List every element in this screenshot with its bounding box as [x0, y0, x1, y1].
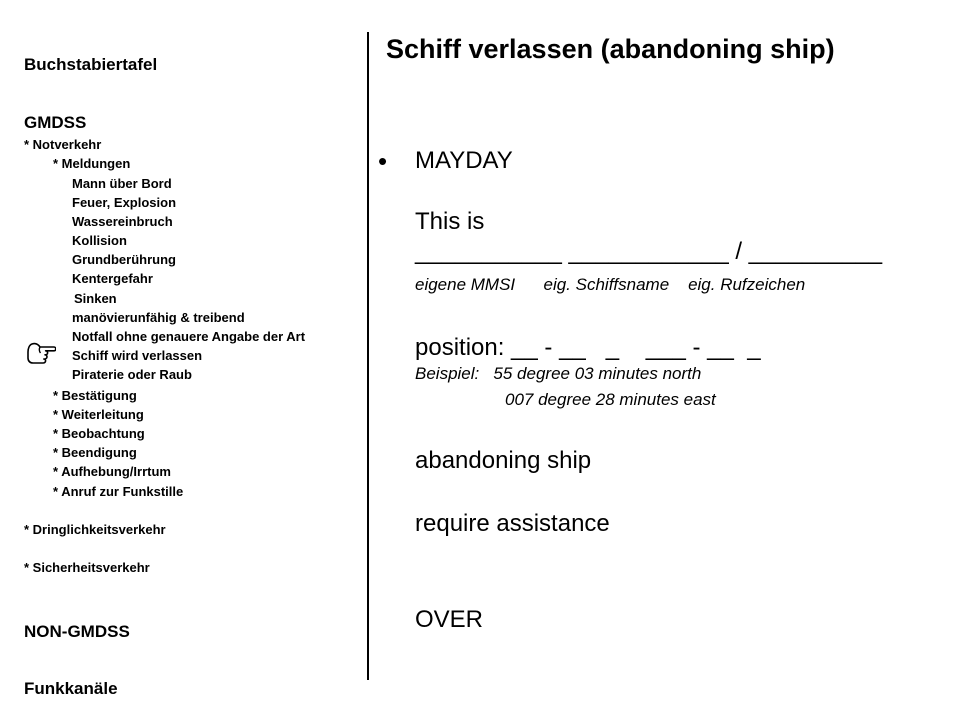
nav-kentergefahr[interactable]: Kentergefahr: [72, 271, 153, 286]
nav-beendigung[interactable]: * Beendigung: [53, 445, 137, 460]
identity-labels: eigene MMSI eig. Schiffsname eig. Rufzeichen: [415, 275, 806, 294]
nav-anruf-funkstille[interactable]: * Anruf zur Funkstille: [53, 484, 184, 499]
nav-gmdss[interactable]: GMDSS: [24, 113, 87, 132]
this-is-text: This is: [415, 208, 485, 235]
require-assistance-text: require assistance: [415, 510, 610, 537]
position-line: position: __ - __ _ ___ - __ _: [415, 334, 761, 361]
slide-content: [370, 0, 960, 720]
nav-buchstabiertafel[interactable]: Buchstabiertafel: [24, 55, 158, 74]
nav-bestaetigung[interactable]: * Bestätigung: [53, 388, 137, 403]
nav-beobachtung[interactable]: * Beobachtung: [53, 426, 145, 441]
nav-feuer-explosion[interactable]: Feuer, Explosion: [72, 195, 177, 210]
identity-blanks: ___________ ____________ / __________: [415, 238, 883, 265]
slide-title: Schiff verlassen (abandoning ship): [386, 34, 835, 64]
nav-kollision[interactable]: Kollision: [72, 233, 127, 248]
nav-grundberuehrung[interactable]: Grundberührung: [72, 252, 176, 267]
bullet: •: [378, 146, 388, 176]
over-text: OVER: [415, 606, 484, 633]
nav-sicherheitsverkehr[interactable]: * Sicherheitsverkehr: [24, 560, 150, 575]
nav-manoevrierunfaehig[interactable]: manövierunfähig & treibend: [72, 310, 245, 325]
nav-notverkehr[interactable]: * Notverkehr: [24, 137, 102, 152]
nav-wassereinbruch[interactable]: Wassereinbruch: [72, 214, 173, 229]
abandoning-ship-text: abandoning ship: [415, 447, 592, 474]
nav-dringlichkeitsverkehr[interactable]: * Dringlichkeitsverkehr: [24, 522, 166, 537]
pointing-hand-icon: [26, 340, 56, 366]
nav-meldungen[interactable]: * Meldungen: [53, 156, 131, 171]
nav-sinken[interactable]: Sinken: [74, 291, 117, 306]
position-example-east: 007 degree 28 minutes east: [505, 390, 716, 409]
nav-piraterie-raub[interactable]: Piraterie oder Raub: [72, 367, 192, 382]
nav-weiterleitung[interactable]: * Weiterleitung: [53, 407, 144, 422]
nav-aufhebung-irrtum[interactable]: * Aufhebung/Irrtum: [53, 464, 171, 479]
mayday-text: MAYDAY: [415, 147, 513, 174]
nav-mann-ueber-bord[interactable]: Mann über Bord: [72, 176, 172, 191]
nav-schiff-wird-verlassen[interactable]: Schiff wird verlassen: [72, 348, 203, 363]
nav-funkkanaele[interactable]: Funkkanäle: [24, 679, 118, 698]
left-navigation: [0, 0, 368, 720]
vertical-divider: [367, 32, 369, 680]
position-example-north: Beispiel: 55 degree 03 minutes north: [415, 364, 702, 383]
nav-notfall-ohne-angabe[interactable]: Notfall ohne genauere Angabe der Art: [72, 329, 306, 344]
nav-non-gmdss[interactable]: NON-GMDSS: [24, 622, 130, 641]
